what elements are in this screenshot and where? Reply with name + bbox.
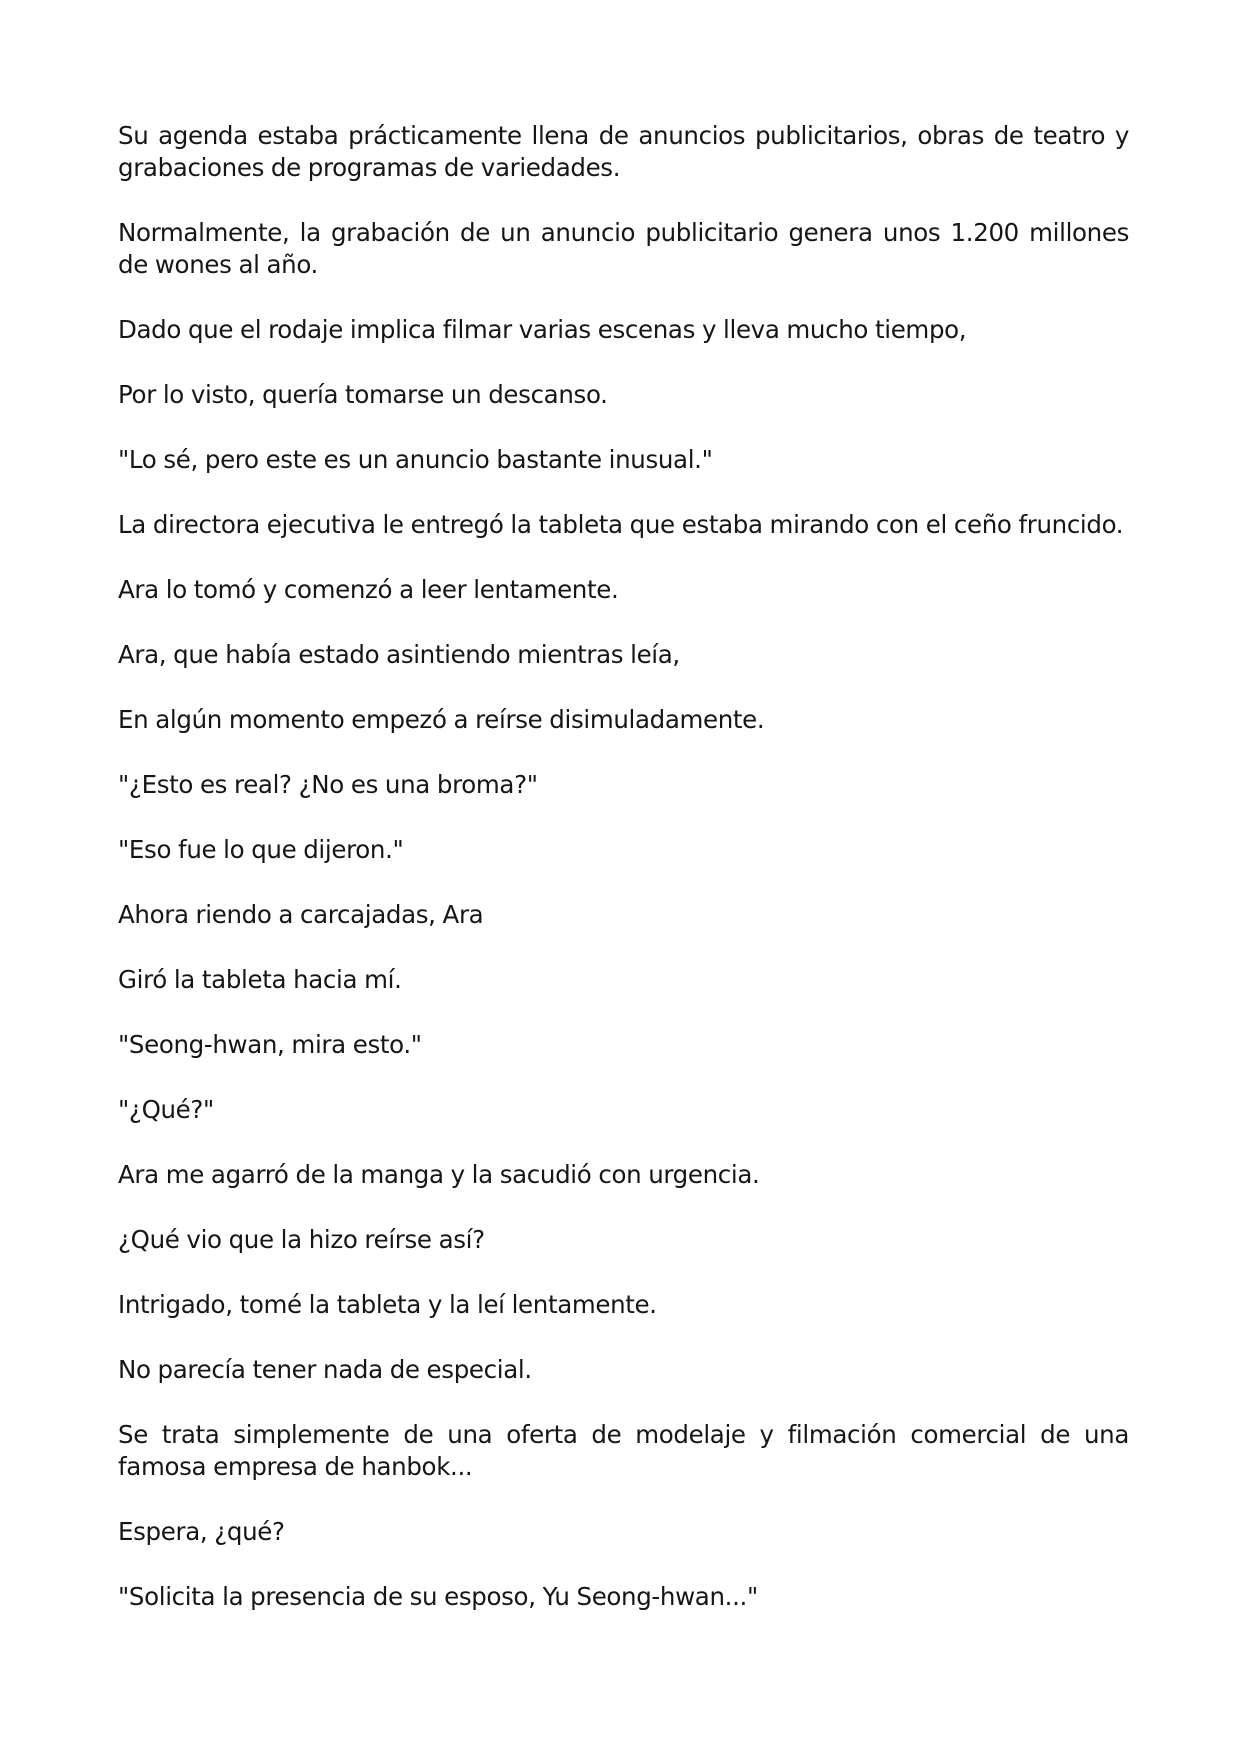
paragraph-17: ¿Qué vio que la hizo reírse así? (118, 1225, 485, 1254)
paragraph-3: Dado que el rodaje implica filmar varias escenas y lleva mucho tiempo, (118, 315, 967, 344)
paragraph-6: La directora ejecutiva le entregó la tableta que estaba mirando con el ceño fruncido. (118, 510, 1124, 539)
paragraph-1: Su agenda estaba prácticamente llena de anuncios publicitarios, obras de teatro y grabaciones de programas de variedades. (118, 121, 1129, 182)
paragraph-7: Ara lo tomó y comenzó a leer lentamente. (118, 575, 619, 604)
paragraph-4: Por lo visto, quería tomarse un descanso. (118, 380, 608, 409)
paragraph-20: Se trata simplemente de una oferta de modelaje y filmación comercial de una famosa empresa de hanbok... (118, 1420, 1129, 1481)
paragraph-8: Ara, que había estado asintiendo mientras leía, (118, 640, 680, 669)
paragraph-10: "¿Esto es real? ¿No es una broma?" (118, 770, 538, 799)
paragraph-2: Normalmente, la grabación de un anuncio publicitario genera unos 1.200 millones de wones al año. (118, 218, 1129, 279)
paragraph-15: "¿Qué?" (118, 1095, 214, 1124)
paragraph-16: Ara me agarró de la manga y la sacudió con urgencia. (118, 1160, 760, 1189)
paragraph-12: Ahora riendo a carcajadas, Ara (118, 900, 484, 929)
paragraph-14: "Seong-hwan, mira esto." (118, 1030, 422, 1059)
paragraph-5: "Lo sé, pero este es un anuncio bastante inusual." (118, 445, 713, 474)
paragraph-13: Giró la tableta hacia mí. (118, 965, 402, 994)
paragraph-21: Espera, ¿qué? (118, 1517, 285, 1546)
paragraph-18: Intrigado, tomé la tableta y la leí lentamente. (118, 1290, 657, 1319)
paragraph-19: No parecía tener nada de especial. (118, 1355, 532, 1384)
paragraph-22: "Solicita la presencia de su esposo, Yu Seong-hwan..." (118, 1582, 758, 1611)
paragraph-9: En algún momento empezó a reírse disimuladamente. (118, 705, 765, 734)
paragraph-11: "Eso fue lo que dijeron." (118, 835, 404, 864)
